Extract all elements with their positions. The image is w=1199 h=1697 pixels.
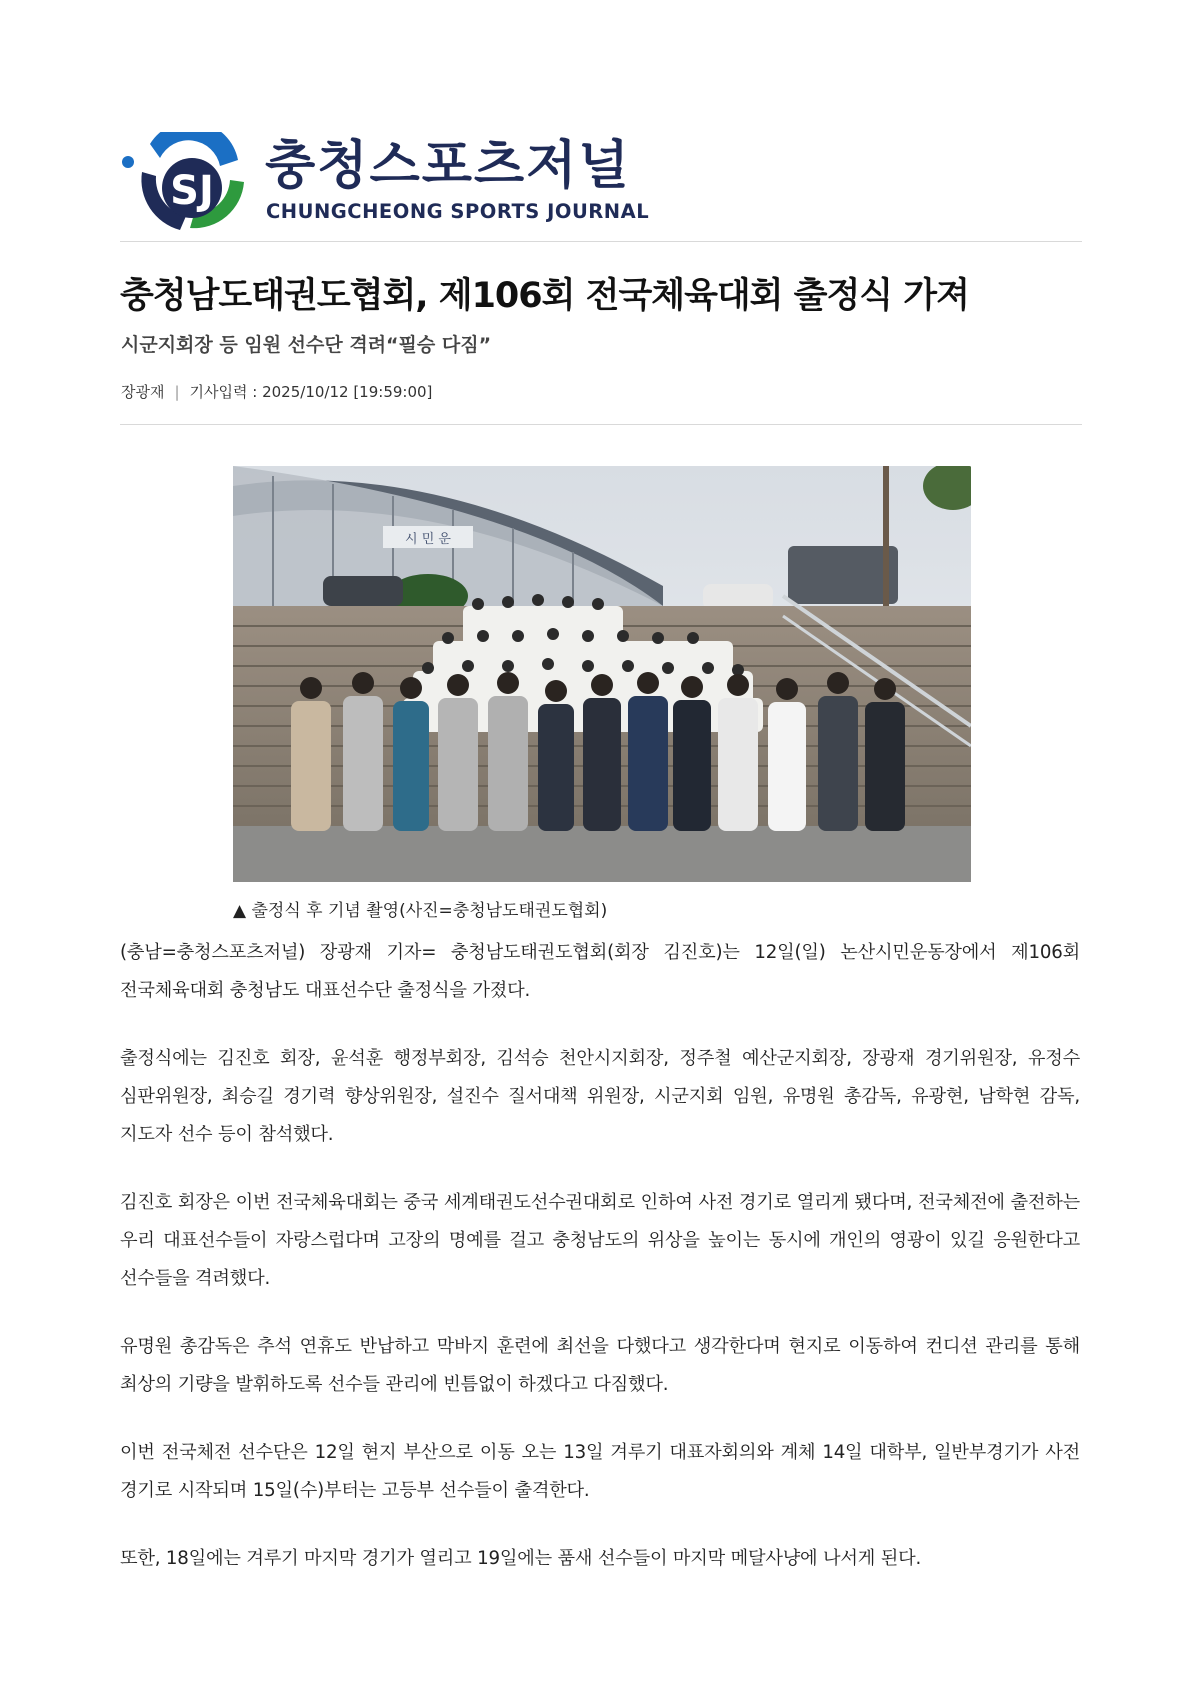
byline-divider: [120, 424, 1082, 425]
paragraph: 또한, 18일에는 겨루기 마지막 경기가 열리고 19일에는 품새 선수들이 마지막 메달사냥에 나서게 된다.: [120, 1548, 922, 1569]
site-logo[interactable]: [120, 132, 650, 232]
article-subheadline: 시군지회장 등 임원 선수단 격려“필승 다짐”: [121, 334, 492, 356]
logo-title-ko: 충청스포츠저널: [265, 136, 631, 196]
paragraph: 유명원 총감독은 추석 연휴도 반납하고 막바지 훈련에 최선을 다했다고 생각한다며 현지로 이동하여 컨디션 관리를 통해 최상의 기량을 발휘하도록 선수들 관리에 빈틈없이 하겠다고 다짐했다.: [120, 1336, 1080, 1395]
logo-title-en: CHUNGCHEONG SPORTS JOURNAL: [266, 200, 650, 223]
byline-separator: |: [174, 383, 180, 401]
stadium-sign: 시 민 운: [405, 532, 451, 547]
article-date: 기사입력 : 2025/10/12 [19:59:00]: [189, 383, 433, 401]
group-photo-image: [233, 466, 971, 882]
logo-mark-text: SJ: [170, 168, 214, 214]
paragraph: 출정식에는 김진호 회장, 윤석훈 행정부회장, 김석승 천안시지회장, 정주철 예산군지회장, 장광재 경기위원장, 유정수 심판위원장, 최승길 경기력 향상위원장, 설진수 질서대책 위원장, 시군지회 임원, 유명원 총감독, 유광현, 남학현 감독, 지도자 선수 등이 참석했다.: [120, 1048, 1080, 1145]
paragraph: 김진호 회장은 이번 전국체육대회는 중국 세계태권도선수권대회로 인하여 사전 경기로 열리게 됐다며, 전국체전에 출전하는 우리 대표선수들이 자랑스럽다며 고장의 명예를 걸고 충청남도의 위상을 높이는 동시에 개인의 영광이 있길 응원한다고 선수들을 격려했다.: [120, 1192, 1080, 1289]
article-body: [120, 934, 1080, 1608]
photo-caption: ▲ 출정식 후 기념 촬영(사진=충청남도태권도협회): [233, 901, 608, 921]
author-name[interactable]: 장광재: [121, 383, 165, 401]
article-headline: 충청남도태권도협회, 제106회 전국체육대회 출정식 가져: [120, 276, 969, 316]
logo-mark-icon: [120, 132, 255, 232]
article-photo[interactable]: [233, 466, 971, 882]
article-byline: [121, 381, 432, 403]
header-divider: [120, 241, 1082, 242]
paragraph: 이번 전국체전 선수단은 12일 현지 부산으로 이동 오는 13일 겨루기 대표자회의와 계체 14일 대학부, 일반부경기가 사전 경기로 시작되며 15일(수)부터는 고등부 선수들이 출격한다.: [120, 1442, 1080, 1501]
paragraph: (충남=충청스포츠저널) 장광재 기자= 충청남도태권도협회(회장 김진호)는 12일(일) 논산시민운동장에서 제106회 전국체육대회 충청남도 대표선수단 출정식을 가졌다.: [120, 942, 1080, 1001]
